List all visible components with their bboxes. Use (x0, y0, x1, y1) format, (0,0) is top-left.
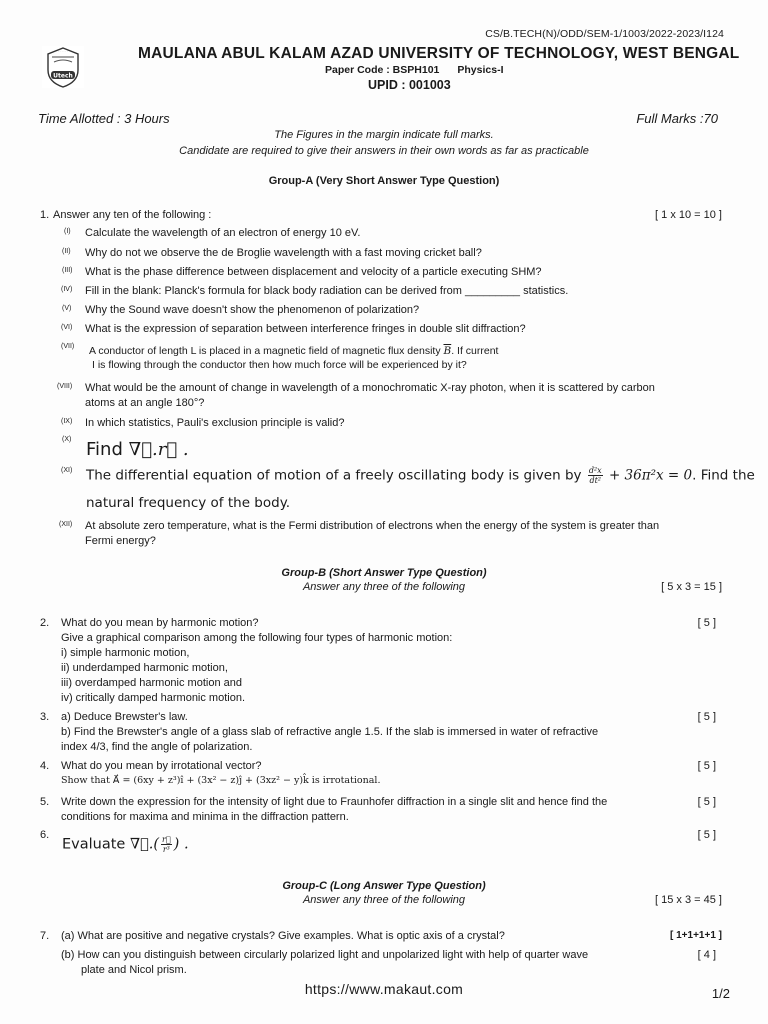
full-marks: Full Marks :70 (636, 111, 718, 126)
item-number: (VI) (61, 324, 73, 331)
group-b-title: Group-B (Short Answer Type Question) (281, 567, 487, 579)
item-number: (V) (62, 305, 72, 312)
question-1-vii-line1 (89, 345, 498, 357)
question-6-number: 6. (40, 829, 50, 841)
math-expression: ∇⃗.( (129, 836, 160, 853)
question-3-line: b) Find the Brewster's angle of a glass slab of refractive angle 1.5. If the slab is immersed in water of refractive (61, 726, 599, 738)
fraction-denominator: dt² (589, 476, 601, 485)
question-1-v: Why the Sound wave doesn't show the phenomenon of polarization? (85, 304, 420, 316)
question-6-expression (62, 835, 189, 854)
text-segment: . If current (451, 345, 499, 357)
question-5-line2: conditions for maxima and minima in the diffraction pattern. (61, 811, 349, 823)
group-c-marks: [ 15 x 3 = 45 ] (655, 894, 722, 906)
question-1-x (86, 439, 189, 460)
question-2-line: iv) critically damped harmonic motion. (61, 692, 246, 704)
question-2-line: iii) overdamped harmonic motion and (61, 677, 242, 689)
question-7-b-line2: plate and Nicol prism. (81, 964, 187, 976)
item-number: (IX) (61, 418, 73, 425)
footer-url: https://www.makaut.com (304, 981, 464, 997)
question-7-a-marks: [ 1+1+1+1 ] (670, 930, 722, 941)
university-logo (40, 44, 86, 90)
question-3-line: a) Deduce Brewster's law. (61, 711, 188, 723)
question-1-viii-line2: atoms at an angle 180°? (85, 397, 205, 409)
flux-density-symbol: $\overline{B}$ (443, 345, 452, 357)
math-expression: ∇⃗.r⃗ . (128, 439, 189, 460)
group-a-title: Group-A (Very Short Answer Type Question) (268, 175, 500, 187)
page-number: 1/2 (711, 986, 730, 1001)
question-5-marks: [ 5 ] (697, 796, 716, 808)
question-3-line: index 4/3, find the angle of polarization. (61, 741, 253, 753)
question-1-ii: Why do not we observe the de Broglie wavelength with a fast moving cricket ball? (85, 247, 482, 259)
item-number: (X) (62, 436, 72, 443)
upid: UPID : 001003 (368, 78, 451, 92)
question-2-line: Give a graphical comparison among the following four types of harmonic motion: (61, 632, 453, 644)
group-b-instruction: Answer any three of the following (302, 581, 466, 593)
group-c-title: Group-C (Long Answer Type Question) (282, 880, 486, 892)
question-3-marks: [ 5 ] (697, 711, 716, 723)
question-5-number: 5. (40, 796, 50, 808)
logo-text: Utech (53, 72, 73, 80)
question-1-iv: Fill in the blank: Planck's formula for black body radiation can be derived from _________ statistics. (85, 285, 569, 297)
subject-name: Physics-I (457, 64, 504, 76)
item-number: (XI) (61, 467, 73, 474)
question-4-line2: Show that A⃗ = (6xy + z³)î + (3x² − z)ĵ + (3xz² − y)k̂ is irrotational. (61, 775, 381, 786)
instruction-note-1: The Figures in the margin indicate full marks. (274, 129, 494, 141)
fraction-denominator: r³ (162, 845, 170, 854)
question-7-b-marks: [ 4 ] (697, 949, 716, 961)
instruction-note-2: Candidate are required to give their answers in their own words as far as practicable (179, 145, 589, 157)
svg-text:· · · · · · · ·: · · · · · · · · (55, 49, 71, 53)
item-number: (II) (62, 248, 71, 255)
question-1-ix: In which statistics, Pauli's exclusion principle is valid? (85, 417, 345, 429)
group-c-instruction: Answer any three of the following (302, 894, 466, 906)
question-4-marks: [ 5 ] (697, 760, 716, 772)
question-3-number: 3. (40, 711, 50, 723)
question-1-number: 1. (40, 209, 50, 221)
question-2-number: 2. (40, 617, 50, 629)
question-2-line: ii) underdamped harmonic motion, (61, 662, 228, 674)
text-segment: The differential equation of motion of a freely oscillating body is given by (86, 467, 582, 484)
question-1-instruction: Answer any ten of the following : (53, 209, 212, 221)
question-7-b-line1: (b) How can you distinguish between circularly polarized light and unpolarized light with help of quarter wave (61, 949, 589, 961)
question-5-line1: Write down the expression for the intensity of light due to Fraunhofer diffraction in a single slit and hence find the (61, 796, 608, 808)
question-1-xi-line1 (86, 466, 755, 485)
paper-serial-code: CS/B.TECH(N)/ODD/SEM-1/1003/2022-2023/I124 (485, 28, 724, 40)
item-number: (III) (62, 267, 73, 274)
math-expression: ) . (173, 836, 189, 853)
question-1-xii-line1: At absolute zero temperature, what is the Fermi distribution of electrons when the energy of the system is greater than (85, 520, 660, 532)
group-b-marks: [ 5 x 3 = 15 ] (661, 581, 722, 593)
item-number: (I) (64, 228, 71, 235)
question-1-viii-line1: What would be the amount of change in wavelength of a monochromatic X-ray photon, when it is scattered by carbon (85, 382, 655, 394)
paper-code-line (325, 64, 503, 76)
text-segment: . Find the (692, 467, 755, 484)
question-1-vii-line2: I is flowing through the conductor then how much force will be experienced by it? (92, 359, 467, 371)
text-segment: Find (86, 439, 123, 460)
question-2-line: i) simple harmonic motion, (61, 647, 190, 659)
question-2-line: What do you mean by harmonic motion? (61, 617, 259, 629)
item-number: (VII) (61, 343, 75, 350)
question-1-vi: What is the expression of separation between interference fringes in double slit diffraction? (85, 323, 526, 335)
paper-code: Paper Code : BSPH101 (325, 64, 440, 76)
question-6-marks: [ 5 ] (697, 829, 716, 841)
question-7-a: (a) What are positive and negative crystals? Give examples. What is optic axis of a crystal? (61, 930, 505, 942)
question-7-number: 7. (40, 930, 50, 942)
question-4-number: 4. (40, 760, 50, 772)
fraction-numerator: d²x (588, 466, 602, 475)
group-a-marks: [ 1 x 10 = 10 ] (655, 209, 722, 221)
question-1-iii: What is the phase difference between displacement and velocity of a particle executing SHM? (85, 266, 542, 278)
item-number: (XII) (59, 521, 73, 528)
fraction-numerator: r⃗ (162, 835, 171, 844)
math-fraction (588, 466, 603, 485)
text-segment: Evaluate (62, 836, 126, 853)
math-expression: + 36π²x = 0 (608, 467, 693, 484)
item-number: (IV) (61, 286, 73, 293)
question-1-i: Calculate the wavelength of an electron of energy 10 eV. (85, 227, 361, 239)
question-1-xii-line2: Fermi energy? (85, 535, 156, 547)
question-1-xi-line2: natural frequency of the body. (86, 495, 291, 511)
question-2-marks: [ 5 ] (697, 617, 716, 629)
item-number: (VIII) (57, 383, 73, 390)
math-fraction (161, 835, 172, 854)
time-allotted: Time Allotted : 3 Hours (38, 111, 170, 126)
text-segment: A conductor of length L is placed in a magnetic field of magnetic flux density (89, 345, 444, 357)
question-4-line1: What do you mean by irrotational vector? (61, 760, 262, 772)
university-name: MAULANA ABUL KALAM AZAD UNIVERSITY OF TECHNOLOGY, WEST BENGAL (138, 45, 740, 62)
